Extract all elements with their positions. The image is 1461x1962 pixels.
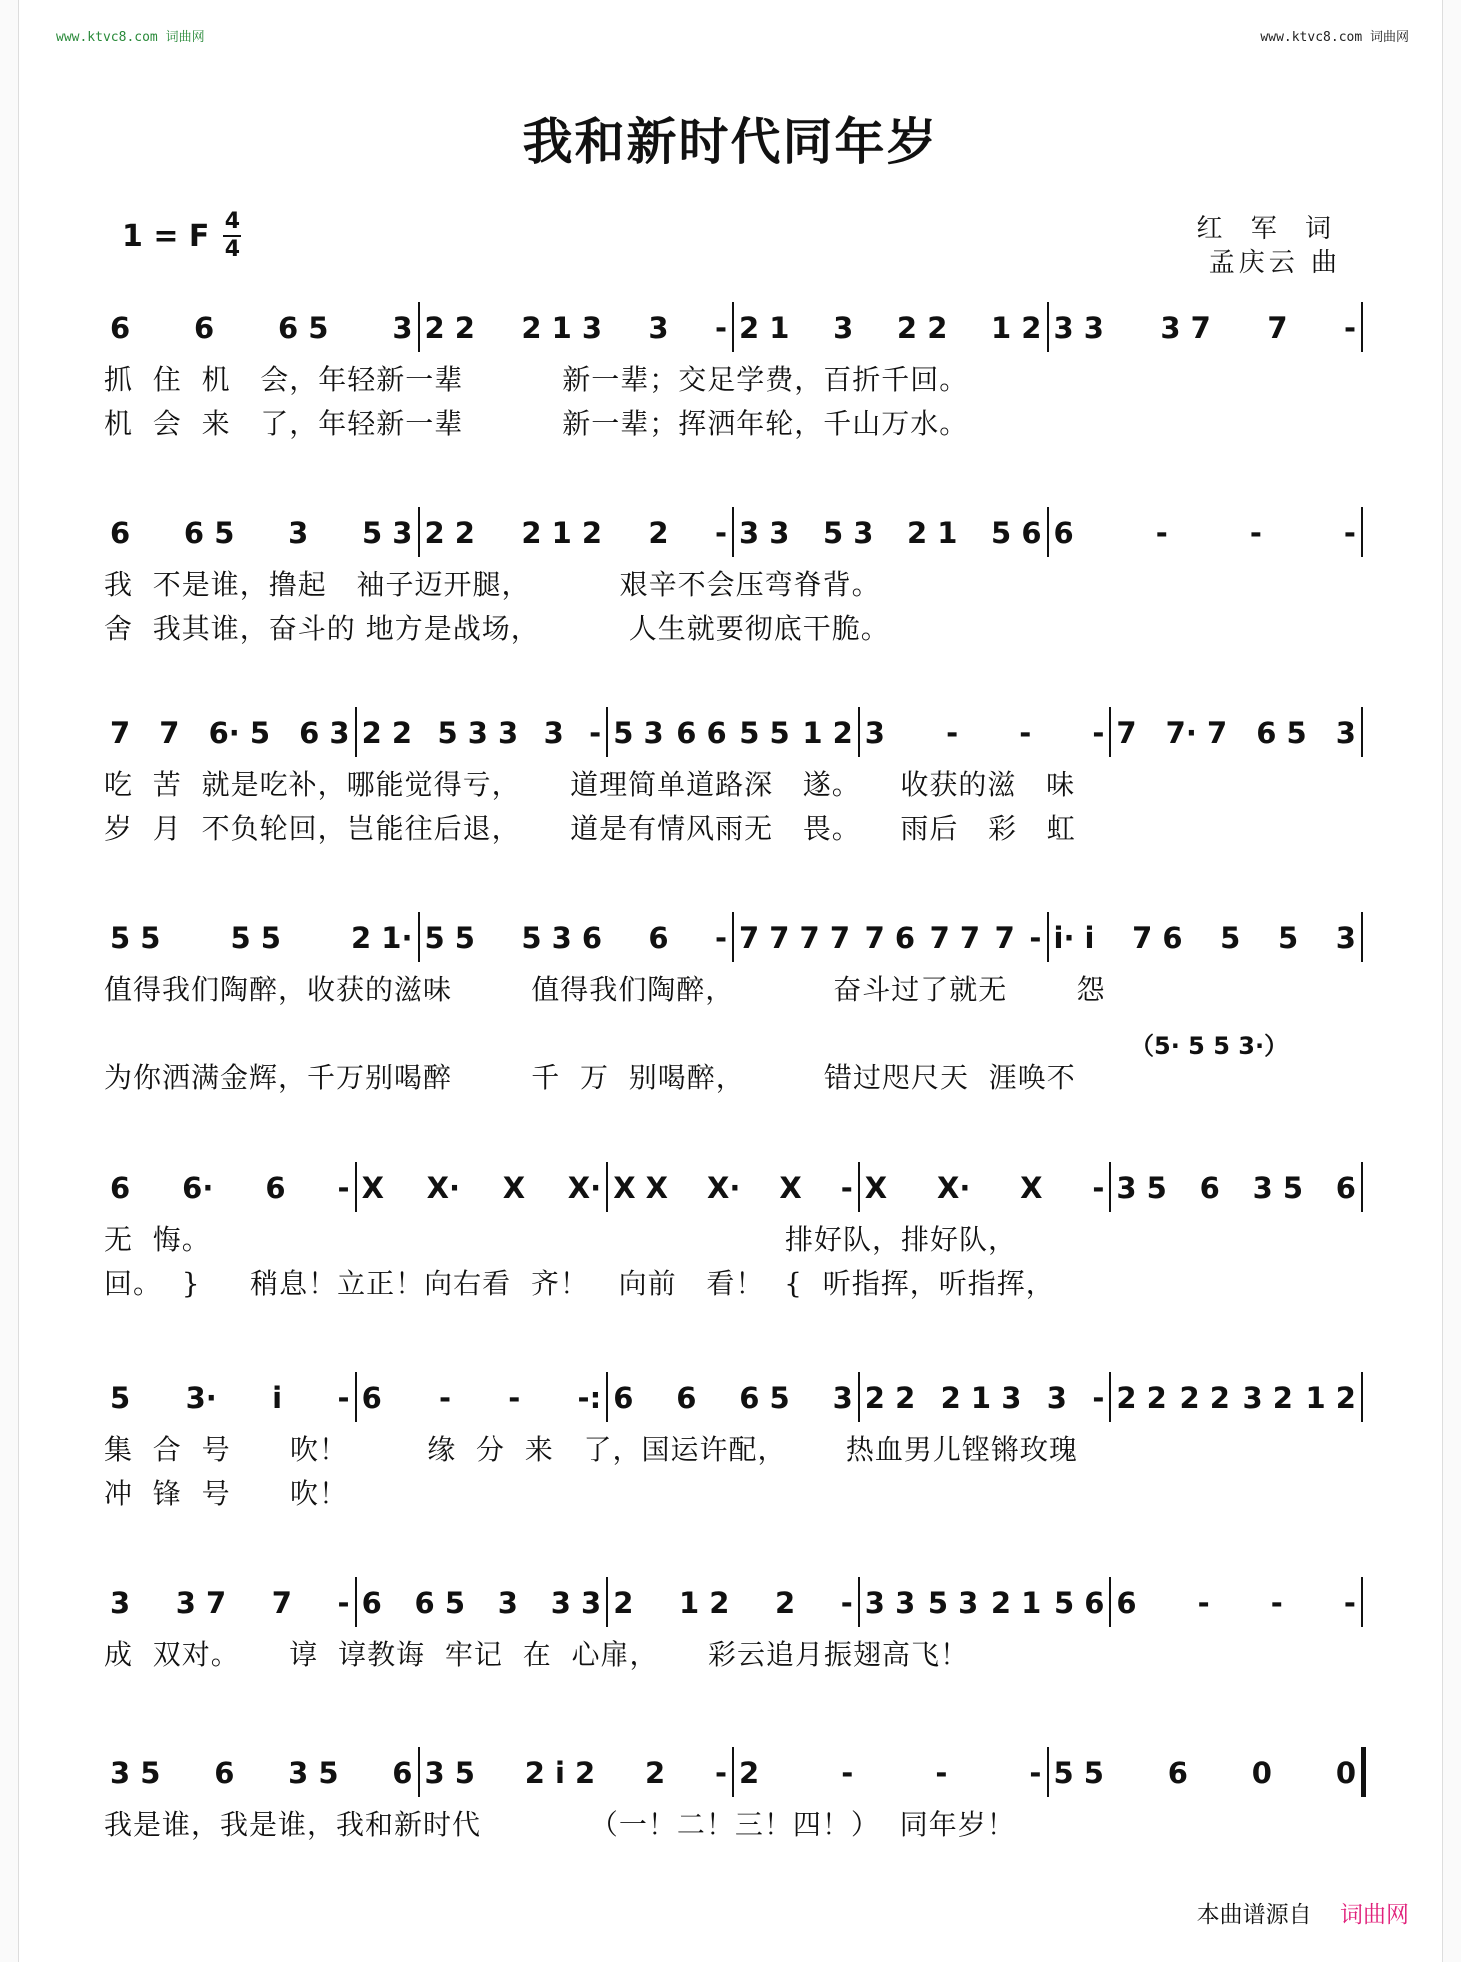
note-beat: 7 — [271, 1586, 292, 1620]
measure — [356, 1370, 608, 1426]
note-beat: 6· 5 — [208, 716, 271, 750]
measure — [356, 1160, 608, 1216]
measure — [1048, 505, 1363, 561]
measure — [859, 705, 1111, 761]
measure — [1110, 705, 1362, 761]
note-beat: 3 — [288, 516, 309, 550]
bar-line — [1361, 1372, 1363, 1422]
source-brand-link[interactable]: 词曲网 — [1340, 1901, 1409, 1927]
note-beat: - — [1343, 516, 1356, 550]
note-beat: 5 5 — [1053, 1756, 1104, 1790]
note-beat: i· i — [1053, 921, 1095, 955]
source-footer — [1197, 1896, 1409, 1929]
note-beat: 6 — [1053, 516, 1074, 550]
lyric-line: 冲 锋 号 吹！ — [104, 1477, 349, 1510]
measure — [733, 505, 1048, 561]
note-beat: X· — [567, 1171, 602, 1205]
measure — [104, 1575, 356, 1631]
note-beat: X X — [613, 1171, 669, 1205]
note-beat: - — [1249, 516, 1262, 550]
lyric-line: 回。 } 稍息！立正！向右看 齐！ 向前 看！ { 听指挥，听指挥， — [104, 1267, 1055, 1300]
measure — [419, 910, 734, 966]
note-beat: - — [439, 1381, 452, 1415]
note-beat: 2 1· — [351, 921, 413, 955]
note-beat: 3 3 — [864, 1586, 916, 1620]
time-signature-bottom: 4 — [224, 237, 241, 262]
note-beat: - — [1155, 516, 1168, 550]
note-beat: 5 3 — [613, 716, 664, 750]
song-title: 我和新时代同年岁 — [522, 112, 939, 171]
composer-credit: 孟庆云 曲 — [1208, 248, 1341, 278]
note-beat: - — [714, 516, 727, 550]
note-beat: 5 5 — [424, 921, 475, 955]
note-beat: - — [1029, 921, 1042, 955]
note-beat: 7 — [994, 921, 1015, 955]
note-beat: -: — [577, 1381, 602, 1415]
note-beat: 3 — [832, 1381, 853, 1415]
note-beat: 3 7 — [1160, 311, 1211, 345]
note-beat: 2 2 — [896, 311, 948, 345]
note-beat: 1 2 — [802, 716, 853, 750]
note-beat: 3 — [1335, 716, 1356, 750]
note-beat: 5 5 — [110, 921, 161, 955]
measure — [104, 910, 419, 966]
note-beat: 5 — [1220, 921, 1241, 955]
note-beat: - — [1343, 1586, 1356, 1620]
note-beat: 5 5 — [230, 921, 281, 955]
lyric-line: 岁 月 不负轮回，岂能往后退， 道是有情风雨无 畏。 雨后 彩 虹 — [104, 812, 1076, 845]
measure — [733, 300, 1048, 356]
measure — [1110, 1575, 1362, 1631]
note-beat: - — [589, 716, 602, 750]
lyric-line: 成 双对。 谆 谆教诲 牢记 在 心扉， 彩云追月振翅高飞！ — [104, 1638, 970, 1671]
note-beat: 6 3 — [299, 716, 350, 750]
lyric-line: 机 会 来 了，年轻新一辈 新一辈；挥洒年轮，千山万水。 — [104, 407, 969, 440]
note-line — [104, 1370, 1362, 1430]
note-beat: 3 — [110, 1586, 131, 1620]
lyric-line: 集 合 号 吹！ 缘 分 来 了，国运许配， 热血男儿铿锵玫瑰 — [104, 1433, 1078, 1466]
note-beat: - — [337, 1586, 350, 1620]
right-watermark-strip — [1442, 0, 1461, 1962]
note-beat: 0 — [1335, 1756, 1356, 1790]
lyric-line: 吃 苦 就是吃补，哪能觉得亏， 道理简单道路深 遂。 收获的滋 味 — [104, 768, 1076, 801]
measure — [607, 1370, 859, 1426]
source-label: 本曲谱源自 — [1196, 1901, 1312, 1927]
measure — [1110, 1160, 1362, 1216]
note-beat: 7· 7 — [1165, 716, 1228, 750]
measure — [104, 300, 419, 356]
measure — [1110, 1370, 1362, 1426]
note-beat: - — [935, 1756, 948, 1790]
lyric-line: 舍 我其谁，奋斗的 地方是战场， 人生就要彻底干脆。 — [104, 612, 890, 645]
note-beat: 2 2 — [424, 516, 475, 550]
note-beat: 3 — [864, 716, 885, 750]
measure — [1048, 300, 1363, 356]
measure — [607, 705, 859, 761]
measure — [859, 1370, 1111, 1426]
note-beat: 3 — [1335, 921, 1356, 955]
note-beat: 3 5 — [110, 1756, 161, 1790]
note-beat: 2 1 3 — [940, 1381, 1022, 1415]
lyricist-credit: 红 军 词 — [1196, 214, 1341, 244]
note-beat: 6 — [110, 516, 131, 550]
note-beat: 2 1 3 — [521, 311, 603, 345]
note-beat: 3 3 — [739, 516, 790, 550]
note-beat: 6 5 — [183, 516, 235, 550]
note-beat: 6 — [361, 1586, 382, 1620]
note-beat: - — [840, 1586, 853, 1620]
note-beat: 2 1 — [990, 1586, 1042, 1620]
lyric-line: 我 不是谁，撸起 袖子迈开腿， 艰辛不会压弯脊背。 — [104, 568, 881, 601]
measure — [104, 1745, 419, 1801]
note-beat: 6 5 — [414, 1586, 465, 1620]
note-line — [104, 910, 1362, 970]
note-beat: 7 6 — [864, 921, 916, 955]
note-beat: 6 — [1116, 1586, 1137, 1620]
measure — [859, 1160, 1111, 1216]
bar-line — [1361, 507, 1363, 557]
lyric-line: 无 悔。 排好队，排好队， — [104, 1223, 1018, 1256]
note-beat: 3 — [543, 716, 564, 750]
bar-line — [1361, 1162, 1363, 1212]
note-beat: X — [502, 1171, 526, 1205]
note-beat: X — [1020, 1171, 1043, 1205]
note-line — [104, 1745, 1362, 1805]
note-beat: 6 — [1167, 1756, 1188, 1790]
note-beat: 6 5 — [739, 1381, 790, 1415]
bar-line — [1361, 707, 1363, 757]
note-beat: - — [337, 1381, 350, 1415]
note-beat: X· — [936, 1171, 971, 1205]
note-beat: i — [272, 1381, 283, 1415]
time-signature — [223, 210, 241, 262]
note-beat: 6 — [1199, 1171, 1220, 1205]
note-beat: 2 i 2 — [524, 1756, 596, 1790]
note-beat: 7 — [1116, 716, 1137, 750]
note-beat: - — [337, 1171, 350, 1205]
note-beat: 1 2 — [1305, 1381, 1356, 1415]
lyric-line: 抓 住 机 会，年轻新一辈 新一辈；交足学费，百折千回。 — [104, 363, 969, 396]
measure — [104, 505, 419, 561]
lyric-line: 值得我们陶醉，收获的滋味 值得我们陶醉， 奋斗过了就无 怨 — [104, 973, 1106, 1006]
accompaniment-note: （5· 5 5 3·） — [1130, 1032, 1289, 1060]
note-beat: 2 1 — [907, 516, 958, 550]
note-beat: X — [864, 1171, 888, 1205]
note-beat: 5 3 — [362, 516, 413, 550]
note-beat: - — [1019, 716, 1032, 750]
measure — [1048, 910, 1363, 966]
note-beat: 6 — [392, 1756, 413, 1790]
note-beat: 3 2 — [1242, 1381, 1293, 1415]
note-beat: - — [1092, 716, 1105, 750]
note-beat: 6 — [648, 921, 669, 955]
note-beat: 7 7 7 7 — [739, 921, 851, 955]
lyric-line: 我是谁，我是谁，我和新时代 （一！二！三！四！） 同年岁！ — [104, 1808, 1016, 1841]
note-beat: - — [1029, 1756, 1042, 1790]
bar-line — [1361, 1747, 1366, 1797]
note-beat: 3 3 — [1053, 311, 1104, 345]
note-beat: 6 — [361, 1381, 382, 1415]
note-beat: 5 6 — [991, 516, 1042, 550]
note-beat: 3 5 — [288, 1756, 339, 1790]
note-beat: 1 2 — [991, 311, 1042, 345]
note-beat: 3 7 — [175, 1586, 227, 1620]
measure — [859, 1575, 1111, 1631]
note-beat: 2 — [648, 516, 669, 550]
key-signature — [122, 210, 241, 262]
time-signature-top: 4 — [224, 209, 241, 234]
lyric-line: 为你洒满金辉，千万别喝醉 千 万 别喝醉， 错过咫尺天 涯唤不 — [104, 1061, 1076, 1094]
note-beat: 3· — [185, 1381, 217, 1415]
measure — [419, 300, 734, 356]
measure — [104, 705, 356, 761]
note-beat: 6 — [613, 1381, 634, 1415]
measure — [1048, 1745, 1363, 1801]
note-beat: 5 — [110, 1381, 131, 1415]
note-beat: 3 5 — [424, 1756, 475, 1790]
note-line — [104, 300, 1362, 360]
note-line — [104, 505, 1362, 565]
note-beat: 2 1 2 — [521, 516, 603, 550]
note-beat: 2 2 — [1116, 1381, 1167, 1415]
note-beat: 6· — [182, 1171, 214, 1205]
note-beat: - — [714, 921, 727, 955]
note-beat: 2 1 — [739, 311, 790, 345]
note-beat: X· — [426, 1171, 461, 1205]
note-beat: 6 — [214, 1756, 235, 1790]
note-beat: 0 — [1251, 1756, 1272, 1790]
measure — [356, 705, 608, 761]
note-beat: 6 — [265, 1171, 286, 1205]
note-line — [104, 1160, 1362, 1220]
note-beat: 3 — [648, 311, 669, 345]
note-beat: - — [714, 311, 727, 345]
note-line — [104, 1575, 1362, 1635]
note-beat: X· — [707, 1171, 741, 1205]
note-beat: 2 — [644, 1756, 666, 1790]
note-beat: 5 3 6 — [521, 921, 603, 955]
note-beat: X — [779, 1171, 802, 1205]
note-beat: 2 — [613, 1586, 634, 1620]
note-beat: - — [1197, 1586, 1210, 1620]
note-beat: 1 2 — [678, 1586, 730, 1620]
note-beat: 5 3 3 — [437, 716, 519, 750]
bar-line — [1361, 302, 1363, 352]
note-beat: 6 6 — [676, 716, 727, 750]
note-beat: - — [1270, 1586, 1283, 1620]
note-beat: 6 — [676, 1381, 697, 1415]
note-beat: 5 3 — [927, 1586, 979, 1620]
note-beat: 3 5 — [1116, 1171, 1167, 1205]
site-url-left[interactable]: www.ktvc8.com 词曲网 — [56, 30, 205, 45]
note-beat: 3 — [1046, 1381, 1067, 1415]
note-beat: 5 5 — [739, 716, 790, 750]
note-beat: X — [361, 1171, 384, 1205]
note-beat: 3 — [833, 311, 854, 345]
measure — [419, 505, 734, 561]
note-beat: 2 — [739, 1756, 760, 1790]
note-beat: 2 2 — [864, 1381, 916, 1415]
bar-line — [1361, 912, 1363, 962]
note-beat: - — [1092, 1381, 1105, 1415]
note-beat: 7 — [110, 716, 131, 750]
note-beat: 5 3 — [823, 516, 874, 550]
note-beat: 5 — [1277, 921, 1299, 955]
note-beat: 5 6 — [1053, 1586, 1105, 1620]
note-beat: 6 — [194, 311, 215, 345]
note-beat: 7 6 — [1132, 921, 1183, 955]
note-beat: 3 — [497, 1586, 518, 1620]
note-beat: 6 5 — [278, 311, 329, 345]
note-beat: 6 — [110, 1171, 131, 1205]
note-beat: - — [714, 1756, 727, 1790]
note-beat: - — [946, 716, 959, 750]
note-beat: - — [841, 1756, 854, 1790]
note-beat: 6 5 — [1256, 716, 1307, 750]
note-beat: 2 2 — [424, 311, 475, 345]
measure — [419, 1745, 734, 1801]
left-watermark-strip — [0, 0, 19, 1962]
note-line — [104, 705, 1362, 765]
bar-line — [1361, 1577, 1363, 1627]
note-beat: - — [508, 1381, 521, 1415]
note-beat: 2 2 — [1179, 1381, 1230, 1415]
site-url-right[interactable]: www.ktvc8.com 词曲网 — [1260, 30, 1409, 45]
note-beat: 7 7 — [929, 921, 981, 955]
measure — [356, 1575, 608, 1631]
note-beat: 6 — [110, 311, 131, 345]
note-beat: - — [840, 1171, 853, 1205]
note-beat: - — [1092, 1171, 1105, 1205]
note-beat: 3 3 — [550, 1586, 602, 1620]
note-beat: 3 5 — [1252, 1171, 1304, 1205]
note-beat: 7 — [1267, 311, 1288, 345]
measure — [733, 910, 1048, 966]
measure — [607, 1160, 859, 1216]
note-beat: 6 — [1335, 1171, 1356, 1205]
measure — [733, 1745, 1048, 1801]
measure — [104, 1370, 356, 1426]
note-beat: 2 — [774, 1586, 796, 1620]
note-beat: 2 2 — [361, 716, 413, 750]
note-beat: 3 — [392, 311, 413, 345]
measure — [607, 1575, 859, 1631]
key-label: 1 = F — [122, 218, 210, 254]
note-beat: 7 — [159, 716, 180, 750]
note-beat: - — [1343, 311, 1356, 345]
measure — [104, 1160, 356, 1216]
